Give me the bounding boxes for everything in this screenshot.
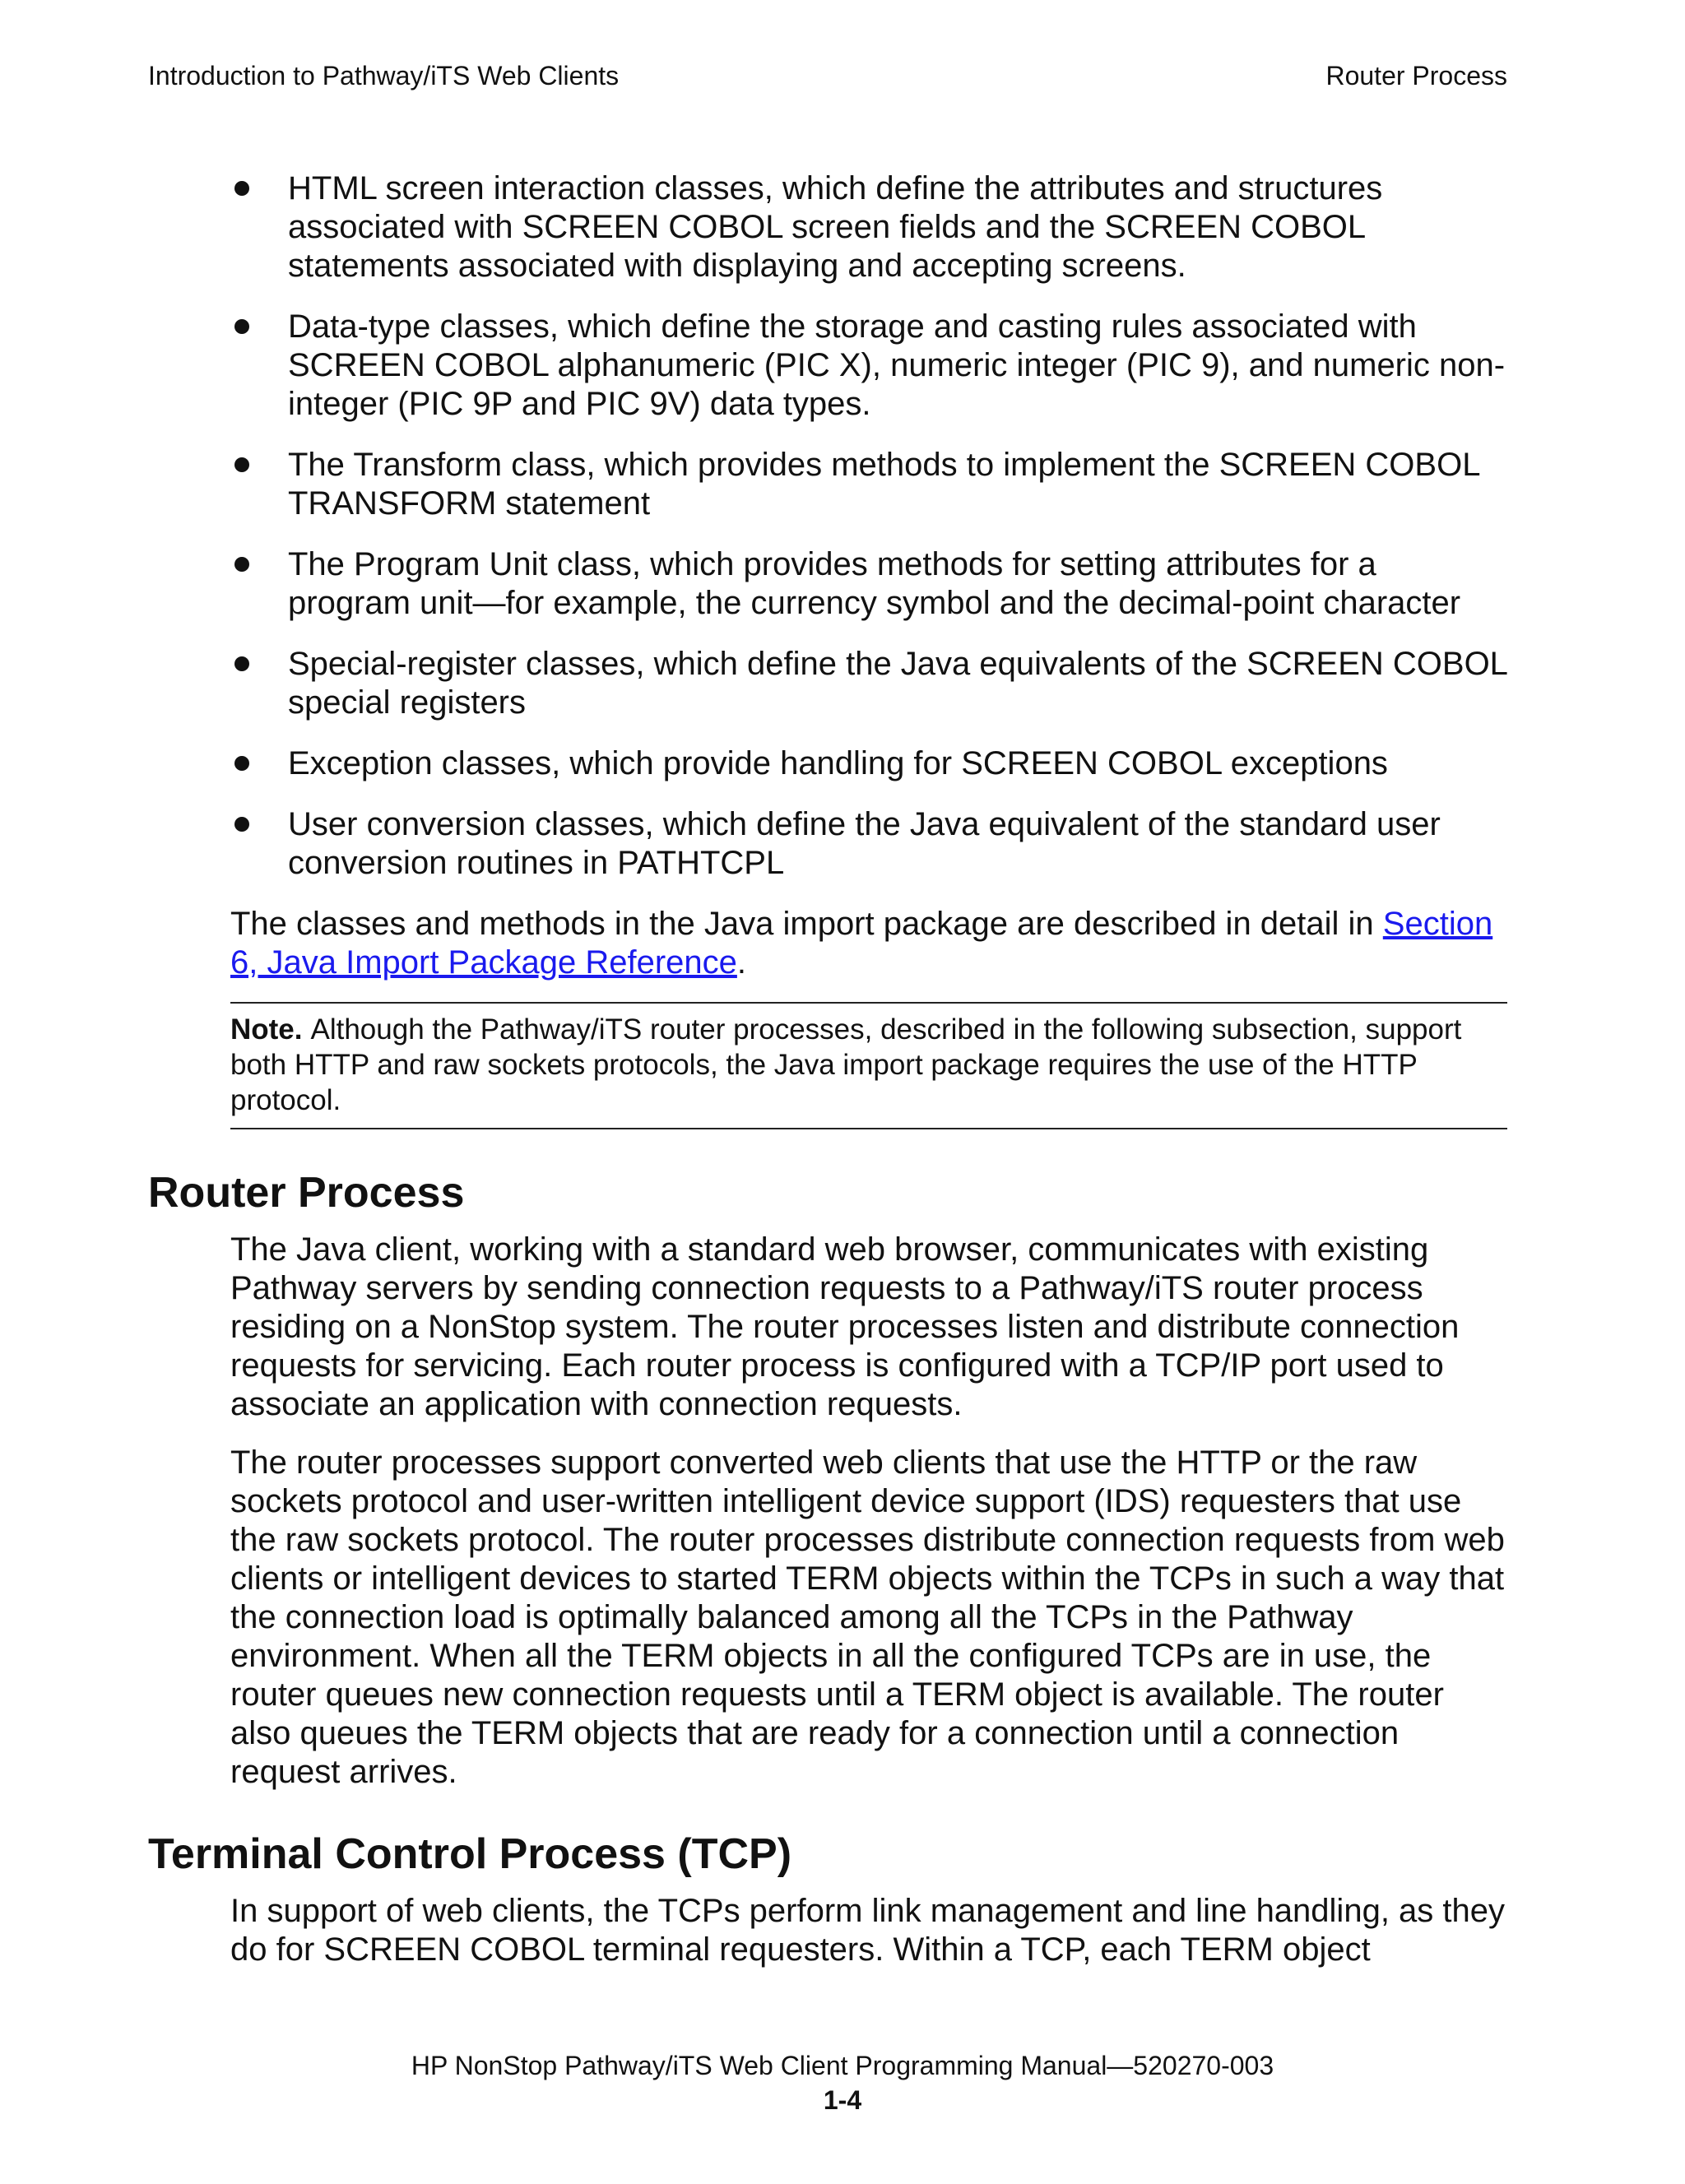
note-box [230, 1002, 1507, 1129]
header-chapter-title: Introduction to Pathway/iTS Web Clients [148, 61, 620, 90]
note-text: Although the Pathway/iTS router processes, described in the following subsection, support both HTTP and raw sockets protocols, the Java import package requires the use of the HTTP protocol. [230, 1013, 1462, 1116]
router-process-body [230, 1231, 1507, 1811]
tcp-body [230, 1892, 1507, 1989]
list-item-text: Special-register classes, which define the Java equivalents of the SCREEN COBOL special registers [288, 646, 1507, 721]
tcp-paragraph: In support of web clients, the TCPs perform link management and line handling, as they do for SCREEN COBOL terminal requesters. Within a TCP, each TERM object [230, 1893, 1506, 1968]
bullet-icon [234, 656, 249, 671]
bullet-icon [234, 557, 249, 572]
section-6-link[interactable]: Section 6, Java Import Package Reference [230, 906, 1493, 981]
list-item [230, 805, 1507, 883]
list-item-text: Data-type classes, which define the storage and casting rules associated with SCREEN COBOL alphanumeric (PIC X), numeric integer (PIC 9), and numeric non-integer (PIC 9P and PIC 9V) data types. [288, 308, 1506, 422]
intro-content [230, 169, 1507, 1129]
bullet-icon [234, 181, 249, 196]
router-paragraph: The Java client, working with a standard web browser, communicates with existing Pathway servers by sending connection requests to a Pathway/iTS router process residing on a NonStop system. The router processes listen and distribute connection requests for servicing. Each router process is configured with a TCP/IP port used to associate an application with connection requests. [230, 1231, 1460, 1422]
list-item-text: The Transform class, which provides methods to implement the SCREEN COBOL TRANSFORM statement [288, 447, 1479, 522]
bullet-icon [234, 817, 249, 832]
router-paragraph: The router processes support converted web clients that use the HTTP or the raw sockets protocol and user-written intelligent device support (IDS) requesters that use the raw sockets protocol. The router processes distribute connection requests from web clients or intelligent devices to started TERM objects within the TCPs in such a way that the connection load is optimally balanced among all the TCPs in the Pathway environment. When all the TERM objects in all the configured TCPs are in use, the router queues new connection requests until a TERM object is available. The router also queues the TERM objects that are ready for a connection until a connection request arrives. [230, 1444, 1505, 1790]
list-item-text: HTML screen interaction classes, which define the attributes and structures associated with SCREEN COBOL screen fields and the SCREEN COBOL statements associated with displaying and accepting screens. [288, 170, 1383, 284]
note-label: Note. [230, 1013, 303, 1046]
list-item-text: The Program Unit class, which provides methods for setting attributes for a program unit—for example, the currency symbol and the decimal-point character [288, 546, 1461, 621]
page-footer [0, 2048, 1685, 2117]
list-item [230, 169, 1507, 285]
router-process-heading: Router Process [148, 1169, 465, 1217]
class-category-list [230, 169, 1507, 883]
header-section-title: Router Process [1325, 61, 1507, 90]
list-item [230, 645, 1507, 722]
classes-paragraph-period: . [736, 944, 747, 981]
running-header [148, 58, 1507, 94]
list-item-text: User conversion classes, which define the Java equivalent of the standard user conversion routines in PATHTCPL [288, 806, 1441, 881]
bullet-icon [234, 319, 249, 334]
classes-paragraph-text: The classes and methods in the Java import package are described in detail in [230, 906, 1374, 942]
page-number: 1-4 [823, 2085, 862, 2115]
list-item [230, 744, 1507, 783]
footer-manual-title: HP NonStop Pathway/iTS Web Client Programming Manual—520270-003 [411, 2051, 1274, 2080]
tcp-heading: Terminal Control Process (TCP) [148, 1830, 792, 1878]
bullet-icon [234, 457, 249, 472]
bullet-icon [234, 756, 249, 771]
list-item [230, 446, 1507, 523]
classes-paragraph [230, 905, 1507, 982]
list-item [230, 545, 1507, 623]
list-item-text: Exception classes, which provide handling for SCREEN COBOL exceptions [288, 745, 1388, 781]
list-item [230, 308, 1507, 424]
